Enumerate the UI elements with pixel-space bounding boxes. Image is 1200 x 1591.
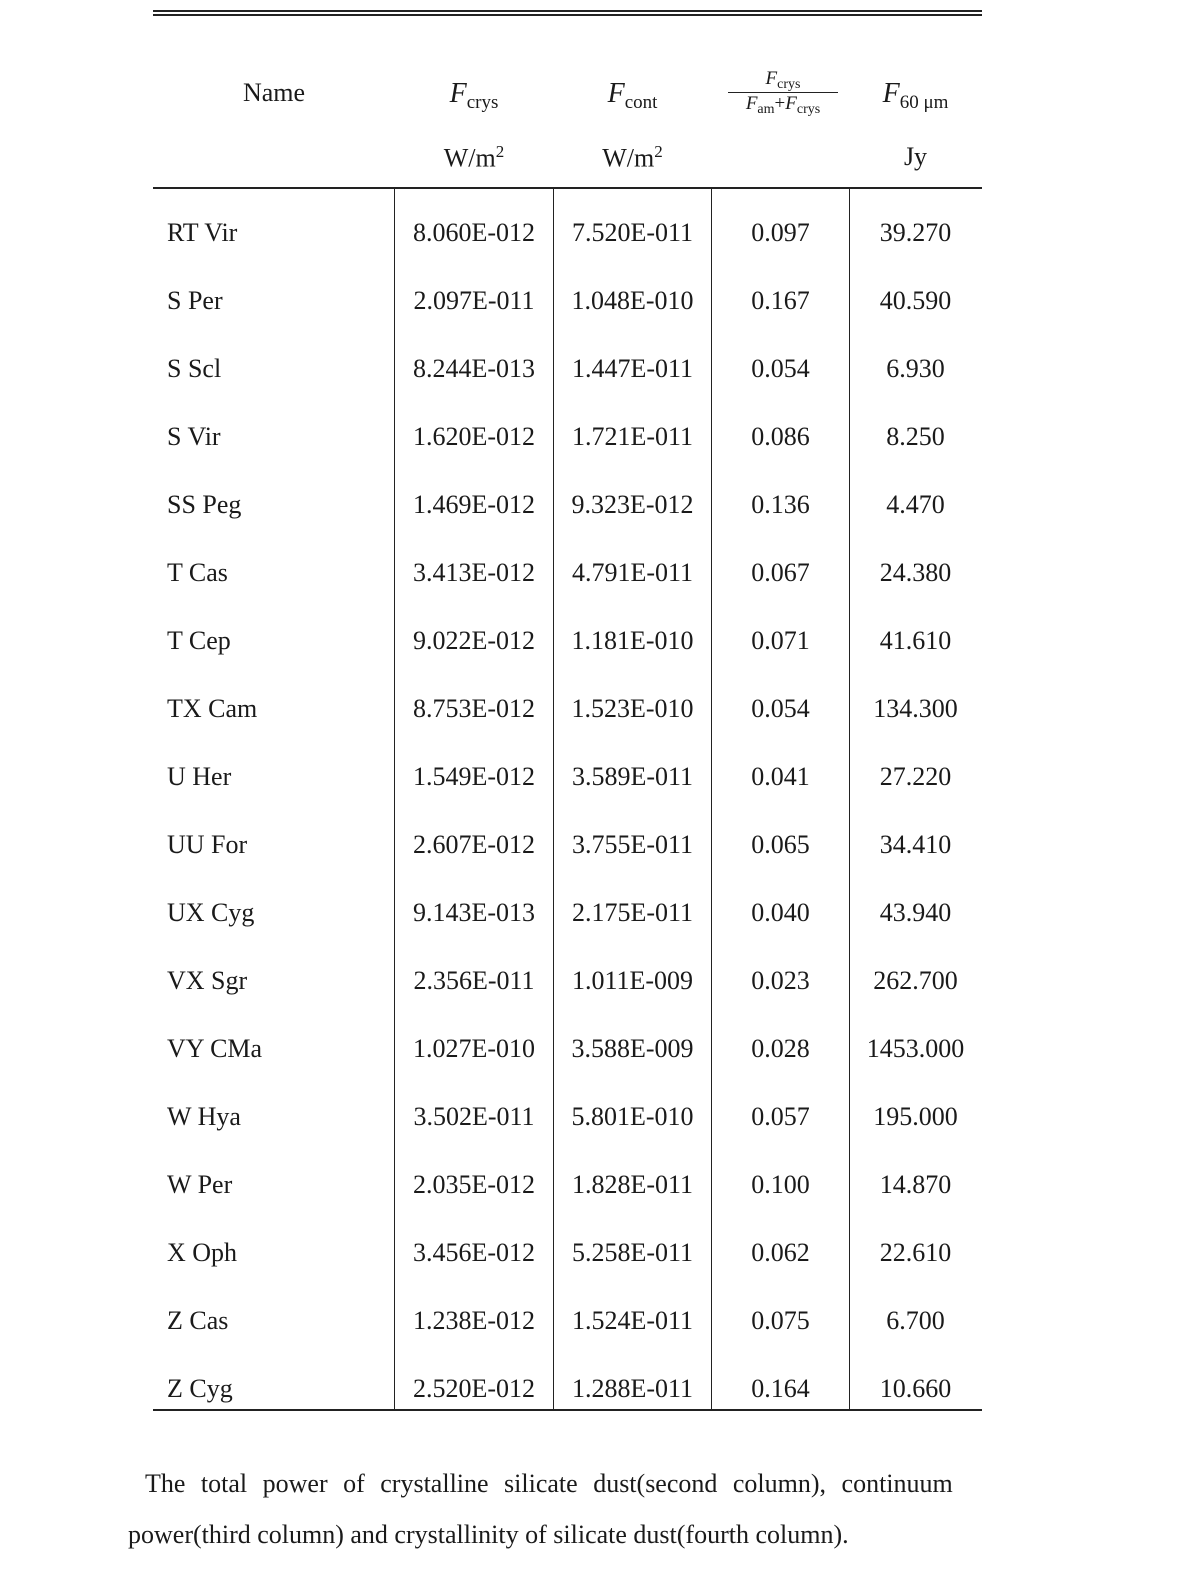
cell-f-crys: 2.520E-012 [412,1374,536,1403]
cell-f-cont: 1.011E-009 [571,966,694,995]
cell-ratio: 0.062 [751,1238,810,1267]
table-row [153,330,982,398]
table-row [153,194,982,262]
cell-f-cont: 1.181E-010 [571,626,694,655]
cell-f-cont: 1.523E-010 [571,694,694,723]
cell-ratio: 0.075 [751,1306,810,1335]
cell-ratio: 0.097 [751,218,810,247]
cell-f-crys: 9.022E-012 [412,626,536,655]
table-caption [128,1458,1028,1560]
cell-f60: 262.700 [873,966,958,995]
table-row [153,398,982,466]
cell-name: W Per [167,1170,233,1199]
table-top-rule-double [153,14,982,16]
header-f-cont: $F_{cont}$ [607,78,658,113]
table-row [153,262,982,330]
cell-ratio: 0.086 [751,422,810,451]
cell-f-crys: 8.753E-012 [412,694,536,723]
cell-f60: 14.870 [879,1170,952,1199]
cell-name: T Cas [167,558,228,587]
table-row [153,874,982,942]
cell-f-crys: 1.549E-012 [412,762,536,791]
cell-ratio: 0.057 [751,1102,810,1131]
cell-f-cont: 7.520E-011 [571,218,694,247]
cell-f60: 40.590 [879,286,952,315]
cell-ratio: 0.167 [751,286,810,315]
cell-name: SS Peg [167,490,242,519]
cell-ratio: 0.041 [751,762,810,791]
unit-f60: Jy [903,142,928,171]
cell-name: TX Cam [167,694,258,723]
table-row [153,738,982,806]
cell-f60: 41.610 [879,626,952,655]
table-row [153,806,982,874]
header-f60: $F_{60 \mu m}$ [882,78,949,113]
cell-name: RT Vir [167,218,238,247]
cell-f-crys: 2.035E-012 [412,1170,536,1199]
table-row [153,1146,982,1214]
cell-f60: 134.300 [873,694,958,723]
cell-f-cont: 5.801E-010 [571,1102,694,1131]
cell-f-cont: 4.791E-011 [571,558,694,587]
cell-ratio: 0.136 [751,490,810,519]
cell-f-crys: 9.143E-013 [412,898,536,927]
cell-f60: 6.700 [886,1306,945,1335]
unit-f-crys: $W/m^2$ [443,142,505,173]
cell-name: S Vir [167,422,221,451]
cell-f60: 22.610 [879,1238,952,1267]
cell-f-cont: 1.288E-011 [571,1374,694,1403]
cell-f60: 1453.000 [866,1034,965,1063]
table-row [153,942,982,1010]
table-row [153,1282,982,1350]
cell-ratio: 0.100 [751,1170,810,1199]
cell-name: UU For [167,830,248,859]
cell-f-cont: 9.323E-012 [571,490,694,519]
cell-f-crys: 8.244E-013 [412,354,536,383]
cell-name: S Scl [167,354,222,383]
cell-name: VX Sgr [167,966,248,995]
cell-f-cont: 1.524E-011 [571,1306,694,1335]
cell-f-cont: 1.828E-011 [571,1170,694,1199]
cell-ratio: 0.054 [751,354,810,383]
header-crystallinity-ratio: $F_{crys}$ $F_{am}+F_{crys}$ [718,68,848,117]
header-rule [153,187,982,189]
cell-ratio: 0.164 [751,1374,810,1403]
cell-f60: 6.930 [886,354,945,383]
cell-f-crys: 1.469E-012 [412,490,536,519]
cell-name: T Cep [167,626,231,655]
cell-f-crys: 8.060E-012 [412,218,536,247]
cell-f-cont: 2.175E-011 [571,898,694,927]
cell-ratio: 0.065 [751,830,810,859]
table-row [153,1350,982,1418]
table-top-rule [153,10,982,12]
cell-name: W Hya [167,1102,241,1131]
cell-f-cont: 1.721E-011 [571,422,694,451]
header-f-crys: $F_{crys}$ [449,78,499,113]
cell-ratio: 0.054 [751,694,810,723]
cell-f60: 43.940 [879,898,952,927]
cell-f-crys: 2.607E-012 [412,830,536,859]
cell-f60: 10.660 [879,1374,952,1403]
table-row [153,1078,982,1146]
cell-f60: 34.410 [879,830,952,859]
cell-f60: 39.270 [879,218,952,247]
cell-f60: 8.250 [886,422,945,451]
cell-f-crys: 3.456E-012 [412,1238,536,1267]
cell-f-cont: 3.755E-011 [571,830,694,859]
table-row [153,466,982,534]
table-row [153,534,982,602]
unit-f-cont: $W/m^2$ [602,142,663,173]
cell-f-cont: 3.589E-011 [571,762,694,791]
cell-ratio: 0.067 [751,558,810,587]
cell-ratio: 0.071 [751,626,810,655]
cell-f-cont: 3.588E-009 [571,1034,694,1063]
table-bottom-rule [153,1409,982,1411]
cell-f60: 195.000 [873,1102,958,1131]
cell-f-crys: 3.413E-012 [412,558,536,587]
table-row [153,1214,982,1282]
cell-f-cont: 5.258E-011 [571,1238,694,1267]
table-row [153,670,982,738]
cell-name: Z Cas [167,1306,229,1335]
cell-f-crys: 1.238E-012 [412,1306,536,1335]
cell-name: UX Cyg [167,898,255,927]
cell-name: VY CMa [167,1034,263,1063]
cell-name: X Oph [167,1238,238,1267]
cell-f-crys: 1.620E-012 [412,422,536,451]
cell-f-crys: 3.502E-011 [413,1102,535,1131]
cell-name: S Per [167,286,223,315]
caption-line-1: The total power of crystalline silicate dust(second column), continuum [145,1469,953,1498]
caption-line-2: power(third column) and crystallinity of silicate dust(fourth column). [128,1520,849,1549]
cell-f-crys: 1.027E-010 [412,1034,536,1063]
cell-ratio: 0.023 [751,966,810,995]
cell-f-cont: 1.447E-011 [571,354,694,383]
header-name: Name [242,78,306,107]
cell-f-crys: 2.097E-011 [413,286,535,315]
cell-f-crys: 2.356E-011 [413,966,535,995]
table-row [153,602,982,670]
cell-name: U Her [167,762,232,791]
cell-f60: 24.380 [879,558,952,587]
cell-ratio: 0.028 [751,1034,810,1063]
cell-f60: 4.470 [886,490,945,519]
cell-name: Z Cyg [167,1374,233,1403]
cell-ratio: 0.040 [751,898,810,927]
cell-f-cont: 1.048E-010 [571,286,694,315]
cell-f60: 27.220 [879,762,952,791]
table-row [153,1010,982,1078]
